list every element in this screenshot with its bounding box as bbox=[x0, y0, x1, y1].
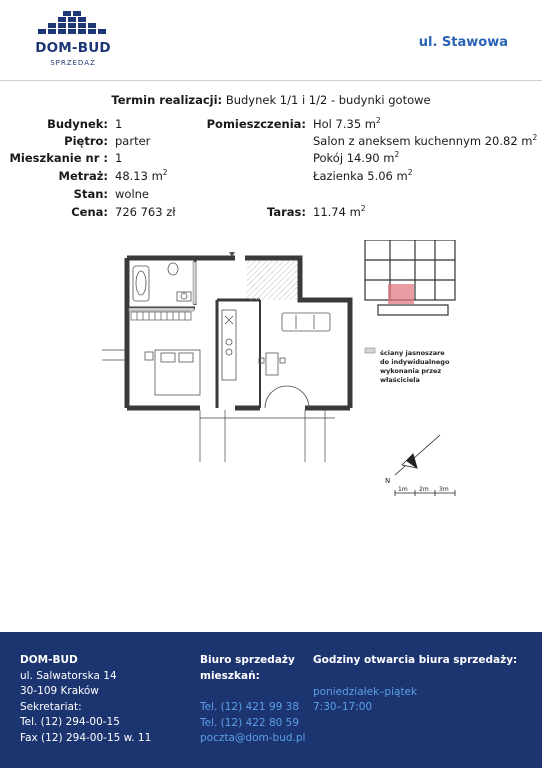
highlighted-unit bbox=[388, 284, 414, 304]
svg-text:do indywidualnego: do indywidualnego bbox=[380, 358, 450, 366]
area-value bbox=[115, 169, 168, 183]
logo-wordmark: DOM-BUD bbox=[35, 40, 111, 56]
header-divider bbox=[0, 80, 542, 81]
termin-label: Termin realizacji: bbox=[111, 93, 223, 107]
footer bbox=[0, 632, 542, 768]
price-value: 726 763 zł bbox=[115, 205, 176, 219]
room-item: Hol 7.35 $m^2$ bbox=[313, 116, 381, 131]
terrace-value: 11.74 $m^2$ bbox=[313, 204, 366, 219]
secretariat-phone: Tel. (12) 294-00-15 bbox=[20, 716, 120, 728]
company-address: ul. Salwatorska 14 bbox=[20, 669, 117, 682]
north-label: N bbox=[385, 477, 391, 485]
company-info bbox=[20, 653, 151, 746]
floor-label: Piętro: bbox=[64, 134, 108, 148]
svg-text:właściciela: właściciela bbox=[380, 376, 420, 384]
secretariat-label: Sekretariat: bbox=[20, 700, 82, 713]
brick-roof-icon bbox=[30, 10, 116, 40]
dom-bud-logo bbox=[30, 10, 116, 72]
header bbox=[0, 0, 542, 80]
area-label: Metraż: bbox=[58, 169, 108, 183]
sales-email-link[interactable]: poczta@dom-bud.pl bbox=[200, 732, 306, 744]
area-number: 48.13 m bbox=[115, 169, 163, 183]
status-value: wolne bbox=[115, 187, 150, 201]
company-name: DOM-BUD bbox=[20, 654, 78, 666]
status-label: Stan: bbox=[73, 187, 108, 201]
svg-text:2m: 2m bbox=[419, 486, 429, 493]
secretariat-fax: Fax (12) 294-00-15 w. 11 bbox=[20, 731, 152, 744]
sales-phone-link[interactable]: Tel. (12) 422 80 59 bbox=[200, 716, 300, 729]
north-arrow-icon bbox=[395, 435, 440, 475]
floor-value: parter bbox=[115, 134, 151, 148]
floor-plan bbox=[95, 240, 475, 500]
building-label: Budynek: bbox=[47, 117, 108, 131]
svg-text:1m: 1m bbox=[398, 486, 408, 493]
terrace-label: Taras: bbox=[267, 205, 306, 219]
plan-note: ściany jasnoszare bbox=[380, 349, 445, 357]
sales-office: Biuro sprzedaży mieszkań: Tel. (12) 421 99 38 Tel. (12) 422 80 59 poczta@dom-bud.pl bbox=[200, 653, 305, 747]
sales-phone-link[interactable]: Tel. (12) 421 99 38 bbox=[200, 701, 300, 713]
sales-office-title: Biuro sprzedaży bbox=[200, 654, 295, 666]
office-hours bbox=[313, 653, 517, 716]
rooms-label: Pomieszczenia: bbox=[206, 117, 306, 131]
termin-value: Budynek 1/1 i 1/2 - budynki gotowe bbox=[225, 93, 431, 107]
company-city: 30-109 Kraków bbox=[20, 685, 99, 697]
completion-date bbox=[0, 93, 542, 107]
area-unit-sup: 2 bbox=[162, 168, 168, 177]
svg-text:wykonania przez: wykonania przez bbox=[380, 367, 442, 375]
room-item: Pokój 14.90 $m^2$ bbox=[313, 150, 400, 165]
room-item: Salon z aneksem kuchennym 20.82 $m^2$ bbox=[313, 133, 538, 148]
office-time: 7:30–17:00 bbox=[313, 701, 373, 713]
office-hours-title: Godziny otwarcia biura sprzedaży: bbox=[313, 654, 518, 666]
price-label: Cena: bbox=[71, 205, 108, 219]
street-name: ul. Stawowa bbox=[418, 35, 508, 50]
room-item: Łazienka 5.06 $m^2$ bbox=[313, 168, 413, 183]
office-days: poniedziałek–piątek bbox=[313, 685, 418, 698]
building-value: 1 bbox=[115, 117, 123, 131]
apartment-number-value: 1 bbox=[115, 151, 123, 165]
svg-text:3m: 3m bbox=[439, 486, 449, 493]
logo-tagline: SPRZEDAŻ bbox=[50, 59, 96, 67]
apartment-number-label: Mieszkanie nr : bbox=[9, 151, 108, 165]
